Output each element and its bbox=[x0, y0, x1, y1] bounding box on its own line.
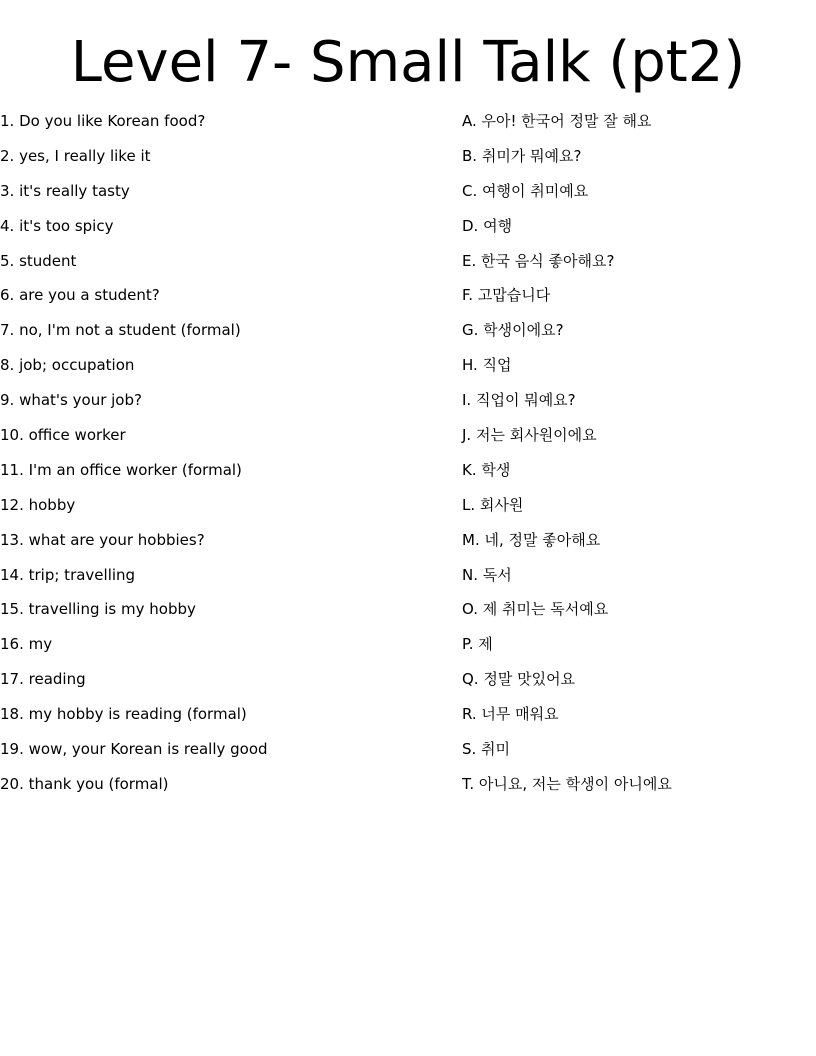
answer-item: J. 저는 회사원이에요 bbox=[462, 426, 597, 445]
answers-list bbox=[462, 104, 812, 802]
question-item: 1. Do you like Korean food? bbox=[0, 112, 206, 130]
questions-list bbox=[0, 104, 440, 802]
answer-item: K. 학생 bbox=[462, 460, 511, 479]
answer-item: P. 제 bbox=[462, 635, 493, 654]
answer-item: I. 직업이 뭐예요? bbox=[462, 391, 576, 410]
answer-item: B. 취미가 뭐예요? bbox=[462, 146, 582, 165]
question-item: 9. what's your job? bbox=[0, 391, 142, 410]
question-item: 3. it's really tasty bbox=[0, 181, 130, 200]
question-item: 12. hobby bbox=[0, 495, 76, 514]
answer-item: H. 직업 bbox=[462, 356, 512, 375]
question-item: 19. wow, your Korean is really good bbox=[0, 740, 268, 759]
question-item: 20. thank you (formal) bbox=[0, 774, 169, 793]
answer-item: R. 너무 매워요 bbox=[462, 705, 559, 724]
question-item: 15. travelling is my hobby bbox=[0, 600, 196, 619]
question-item: 17. reading bbox=[0, 670, 86, 689]
question-item: 8. job; occupation bbox=[0, 356, 135, 375]
answer-item: F. 고맙습니다 bbox=[462, 286, 551, 305]
answer-item: S. 취미 bbox=[462, 740, 511, 759]
page-title: Level 7- Small Talk (pt2) bbox=[70, 30, 746, 95]
answer-item: L. 회사원 bbox=[462, 495, 524, 514]
answer-item: A. 우아! 한국어 정말 잘 해요 bbox=[462, 112, 652, 130]
question-item: 11. I'm an office worker (formal) bbox=[0, 460, 242, 479]
answer-item: D. 여행 bbox=[462, 216, 513, 235]
question-item: 13. what are your hobbies? bbox=[0, 530, 205, 549]
question-item: 7. no, I'm not a student (formal) bbox=[0, 321, 241, 340]
question-item: 10. office worker bbox=[0, 426, 126, 445]
answer-item: G. 학생이에요? bbox=[462, 321, 564, 340]
answer-item: M. 네, 정말 좋아해요 bbox=[462, 530, 601, 549]
answer-item: Q. 정말 맛있어요 bbox=[462, 670, 576, 689]
question-item: 2. yes, I really like it bbox=[0, 146, 151, 165]
answer-item: E. 한국 음식 좋아해요? bbox=[462, 251, 615, 270]
question-item: 6. are you a student? bbox=[0, 286, 160, 305]
question-item: 18. my hobby is reading (formal) bbox=[0, 705, 247, 724]
question-item: 16. my bbox=[0, 635, 53, 654]
question-item: 14. trip; travelling bbox=[0, 565, 136, 584]
answer-item: N. 독서 bbox=[462, 565, 512, 584]
answer-item: T. 아니요, 저는 학생이 아니에요 bbox=[462, 774, 672, 793]
question-item: 4. it's too spicy bbox=[0, 216, 114, 235]
answer-item: C. 여행이 취미예요 bbox=[462, 181, 589, 200]
answer-item: O. 제 취미는 독서예요 bbox=[462, 600, 609, 619]
question-item: 5. student bbox=[0, 251, 77, 270]
